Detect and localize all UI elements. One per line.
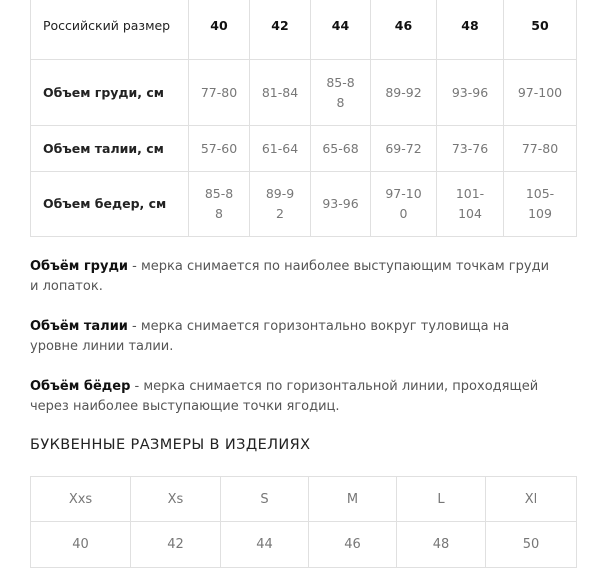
hips-label: Объем бедер, см: [31, 172, 189, 237]
hips-value-text: 105-109: [525, 186, 555, 221]
chest-value: 77-80: [189, 60, 250, 126]
number-row: [31, 522, 577, 568]
letter-sizes-heading: БУКВЕННЫЕ РАЗМЕРЫ В ИЗДЕЛИЯХ: [30, 437, 311, 453]
chest-value: 97-100: [504, 60, 577, 126]
size-col-48: 48: [437, 0, 504, 60]
waist-value: 77-80: [504, 126, 577, 172]
letter-size-cell: Xs: [131, 477, 221, 522]
size-col-44: 44: [311, 0, 371, 60]
hips-note-text: - мерка снимается по горизонтальной линии, проходящей через наиболее выступающие точки ягодиц.: [30, 379, 539, 414]
chest-value: [311, 60, 371, 126]
size-header-row: [31, 0, 577, 60]
number-size-cell: 42: [131, 522, 221, 568]
chest-note: [30, 257, 550, 297]
chest-value: 89-92: [371, 60, 437, 126]
chest-note-text: - мерка снимается по наиболее выступающим точкам груди и лопаток.: [30, 259, 550, 294]
hips-value-text: 89-92: [265, 186, 295, 221]
letter-size-cell: Xxs: [31, 477, 131, 522]
waist-note-term: Объём талии: [30, 319, 128, 334]
hips-value-text: 85-88: [204, 186, 234, 221]
size-col-40: 40: [189, 0, 250, 60]
chest-value-text: 85-88: [326, 74, 355, 110]
number-size-cell: 48: [397, 522, 486, 568]
table-row-hips: [31, 172, 577, 237]
number-size-cell: 50: [486, 522, 577, 568]
table-row-waist: [31, 126, 577, 172]
number-size-cell: 44: [221, 522, 309, 568]
hips-value: [250, 172, 311, 237]
waist-value: 57-60: [189, 126, 250, 172]
hips-value: 93-96: [311, 172, 371, 237]
hips-value: [437, 172, 504, 237]
waist-label: Объем талии, см: [31, 126, 189, 172]
letter-size-cell: Xl: [486, 477, 577, 522]
waist-note: [30, 317, 550, 357]
number-size-cell: 40: [31, 522, 131, 568]
hips-note-term: Объём бёдер: [30, 379, 131, 394]
letter-size-cell: S: [221, 477, 309, 522]
chest-value: 93-96: [437, 60, 504, 126]
letter-sizes-table: [30, 476, 577, 568]
waist-value: 61-64: [250, 126, 311, 172]
waist-note-text: - мерка снимается горизонтально вокруг туловища на уровне линии талии.: [30, 319, 510, 354]
chest-value: 81-84: [250, 60, 311, 126]
letter-size-cell: L: [397, 477, 486, 522]
chest-label: Объем груди, см: [31, 60, 189, 126]
hips-value: [189, 172, 250, 237]
chest-note-term: Объём груди: [30, 259, 129, 274]
size-col-42: 42: [250, 0, 311, 60]
hips-value-text: 97-100: [385, 186, 422, 221]
hips-value: [371, 172, 437, 237]
waist-value: 65-68: [311, 126, 371, 172]
hips-value-text: 101-104: [455, 186, 485, 221]
russian-size-label: Российский размер: [31, 0, 189, 60]
number-size-cell: 46: [309, 522, 397, 568]
letter-row: [31, 477, 577, 522]
size-col-46: 46: [371, 0, 437, 60]
waist-value: 69-72: [371, 126, 437, 172]
letter-size-cell: M: [309, 477, 397, 522]
hips-value: [504, 172, 577, 237]
size-col-50: 50: [504, 0, 577, 60]
waist-value: 73-76: [437, 126, 504, 172]
hips-note: [30, 377, 550, 417]
table-row-chest: [31, 60, 577, 126]
size-table: [30, 0, 577, 237]
